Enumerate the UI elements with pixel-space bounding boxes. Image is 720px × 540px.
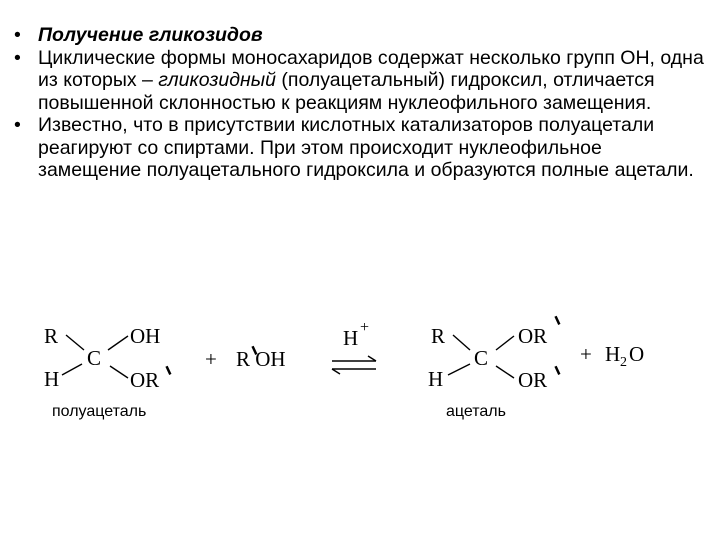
- hemiacetal-oh: OH: [130, 324, 161, 348]
- prime-mark: [554, 316, 560, 325]
- acetal-c: C: [474, 346, 489, 370]
- bond-c-oh: [108, 336, 128, 350]
- bullet-list: [14, 24, 704, 182]
- bullet-dot: •: [14, 46, 21, 69]
- hemiacetal-c: C: [87, 346, 102, 370]
- bullet-acid-catalysts: [14, 114, 704, 182]
- bond-c-or: [110, 366, 128, 378]
- acetal-or-top: OR: [518, 324, 548, 348]
- forward-arrow-head: [368, 356, 376, 361]
- plus-sign: +: [205, 347, 217, 371]
- alcohol-formula: R OH: [236, 347, 286, 371]
- acetal-or-bottom: OR: [518, 368, 548, 392]
- hemiacetal-r: R: [44, 324, 59, 348]
- bond-h-c: [62, 364, 82, 375]
- prime-mark: [165, 366, 171, 375]
- catalyst-h: H: [343, 326, 359, 350]
- plus-sign: +: [580, 342, 592, 366]
- bullet-dot: •: [14, 24, 21, 46]
- bond-c-or: [496, 336, 514, 350]
- acetal-label: ацеталь: [446, 403, 506, 420]
- hemiacetal-h: H: [44, 367, 60, 391]
- prime-mark: [554, 366, 560, 375]
- bullet-text-post: (полуацетальный) гидроксил, отличается повышенной склонностью к реакциям нуклеофильного замещения.: [38, 69, 655, 114]
- hemiacetal-or: OR: [130, 368, 160, 392]
- bullet-text-pre: Циклические формы моносахаридов содержат несколько групп ОН, одна из которых –: [38, 46, 704, 91]
- water-h: H: [605, 342, 621, 366]
- bullet-cyclic-forms: [14, 47, 704, 115]
- acetal-h: H: [428, 367, 444, 391]
- reaction-scheme: [0, 300, 720, 430]
- bullet-text: Известно, что в присутствии кислотных катализаторов полуацетали реагируют со спиртами. При этом происходит нуклеофильное замещение полуацетального гидроксила и образуются полные ацетали.: [38, 114, 694, 181]
- reverse-arrow-head: [332, 369, 340, 374]
- acetal-r: R: [431, 324, 446, 348]
- water-o: O: [629, 342, 645, 366]
- bullet-heading: [14, 24, 704, 47]
- bond-r-c: [66, 335, 84, 350]
- water-subscript: 2: [620, 355, 627, 370]
- bond-r-c: [453, 335, 470, 350]
- hemiacetal-label: полуацеталь: [52, 403, 147, 420]
- bond-c-or: [496, 366, 514, 378]
- bond-h-c: [448, 364, 470, 375]
- catalyst-charge: +: [360, 319, 370, 336]
- bullet-dot: •: [14, 114, 21, 136]
- bullet-text-em: гликозидный: [158, 69, 276, 91]
- heading-text: Получение гликозидов: [38, 24, 263, 46]
